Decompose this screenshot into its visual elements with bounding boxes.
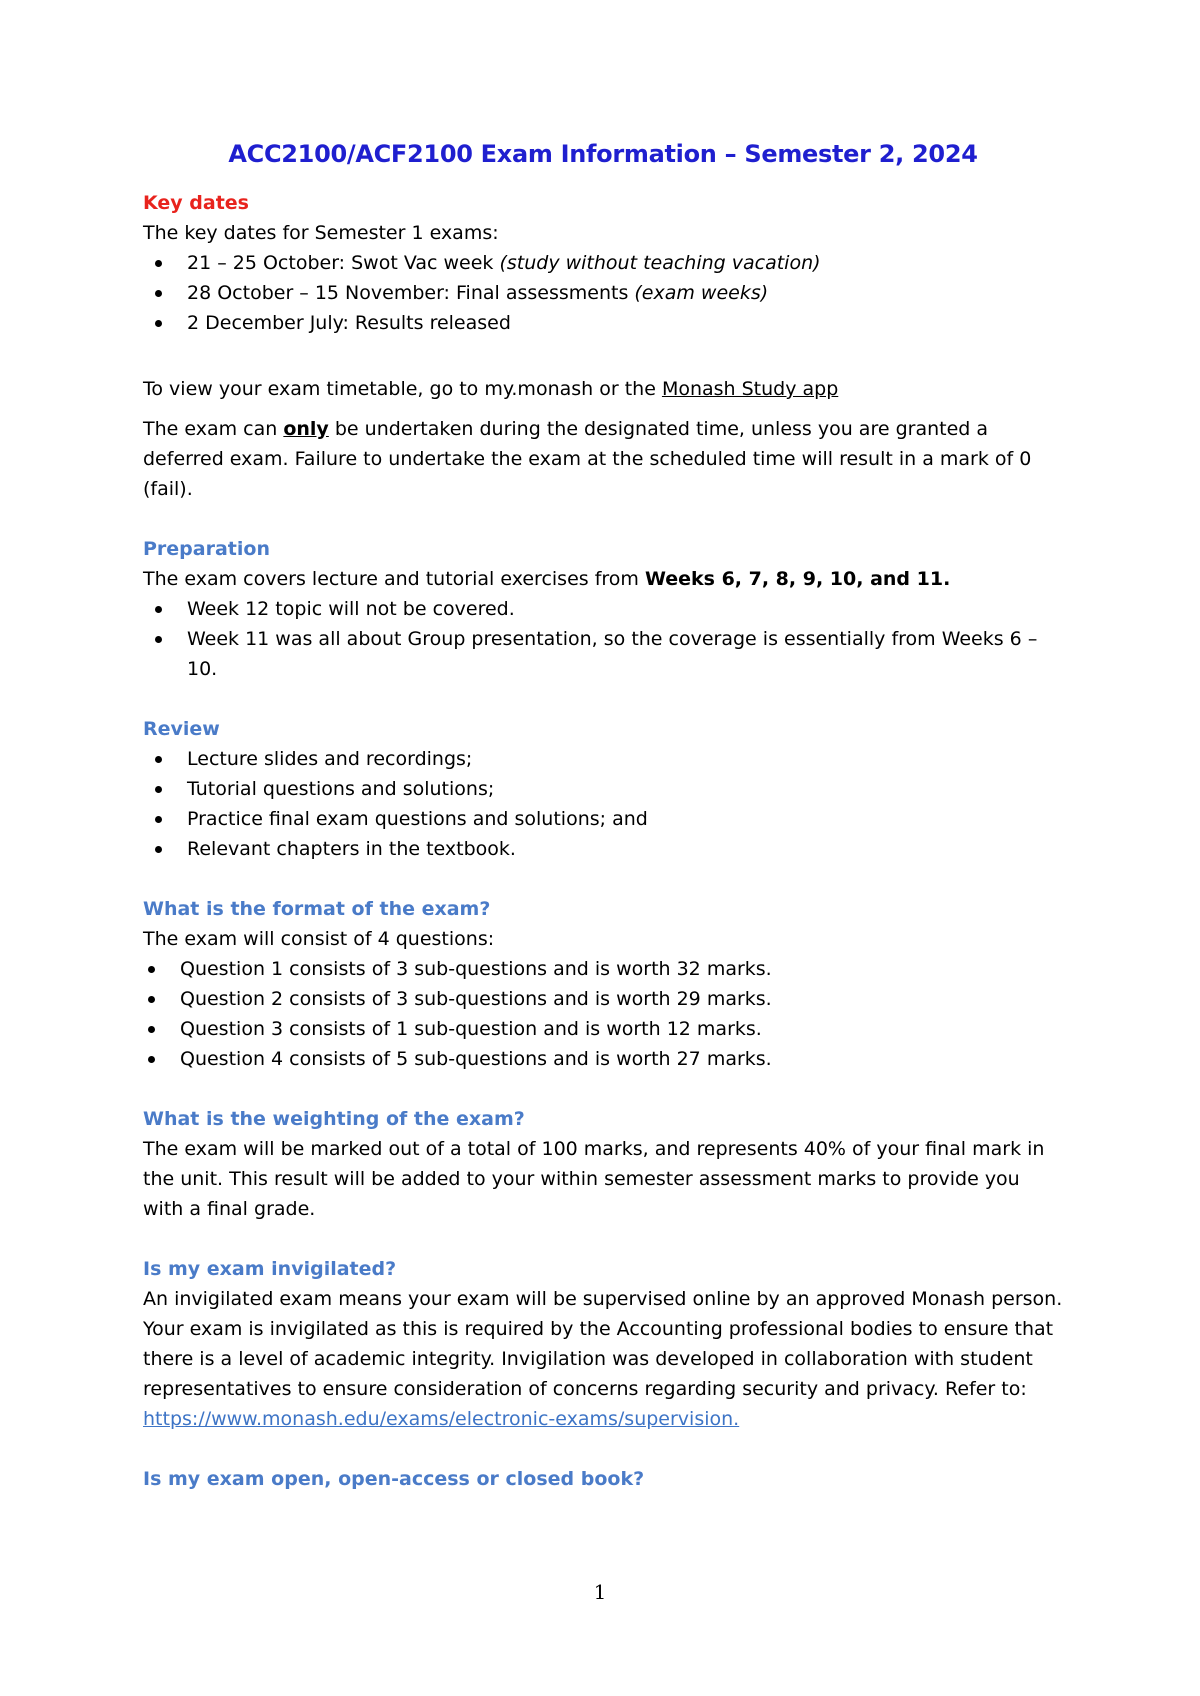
list-item: 21 – 25 October: Swot Vac week (study without teaching vacation) [143,248,1063,278]
weighting-section [143,1104,1063,1224]
format-list [143,954,1063,1074]
list-item: Practice final exam questions and solutions; and [143,804,1063,834]
list-item: Tutorial questions and solutions; [143,774,1063,804]
page-title: ACC2100/ACF2100 Exam Information – Semester 2, 2024 [228,140,978,168]
list-item: Question 3 consists of 1 sub-question and is worth 12 marks. [143,1014,1063,1044]
invigilated-heading: Is my exam invigilated? [143,1258,397,1280]
list-item: Question 4 consists of 5 sub-questions and is worth 27 marks. [143,1044,1063,1074]
weighting-text: The exam will be marked out of a total of 100 marks, and represents 40% of your final mark in the unit. This result will be added to your within semester assessment marks to provide you with a final grade. [143,1138,1045,1220]
document-page [143,140,1063,1494]
invigilated-text: An invigilated exam means your exam will be supervised online by an approved Monash person. Your exam is invigilated as this is required by the Accounting professional bodies to ensure that there is a level of academic integrity. Invigilation was developed in collaboration with student representatives to ensure consideration of concerns regarding security and privacy. Refer to: https://www.monash.edu/exams/electronic-exams/supervision. [143,1288,1063,1430]
weighting-heading: What is the weighting of the exam? [143,1108,525,1130]
monash-study-app-link[interactable]: Monash Study app [661,378,839,400]
list-item: Question 2 consists of 3 sub-questions and is worth 29 marks. [143,984,1063,1014]
list-item: Relevant chapters in the textbook. [143,834,1063,864]
key-dates-section [143,188,1063,338]
list-item: Question 1 consists of 3 sub-questions and is worth 32 marks. [143,954,1063,984]
preparation-section [143,534,1063,684]
only-paragraph: The exam can only be undertaken during the designated time, unless you are granted a deferred exam. Failure to undertake the exam at the scheduled time will result in a mark of 0 (fail). [143,418,1032,500]
format-section [143,894,1063,1074]
supervision-link[interactable]: https://www.monash.edu/exams/electronic-exams/supervision. [143,1408,740,1430]
key-dates-list [143,248,1063,338]
list-item: Week 12 topic will not be covered. [143,594,1063,624]
list-item: Week 11 was all about Group presentation, so the coverage is essentially from Weeks 6 – 10. [143,624,1063,684]
open-book-heading: Is my exam open, open-access or closed book? [143,1468,645,1490]
page-number: 1 [593,1580,607,1604]
review-list [143,744,1063,864]
preparation-heading: Preparation [143,538,270,560]
key-dates-heading: Key dates [143,192,249,214]
invigilated-section [143,1254,1063,1434]
key-dates-intro: The key dates for Semester 1 exams: [143,222,499,244]
list-item: Lecture slides and recordings; [143,744,1063,774]
list-item: 2 December July: Results released [143,308,1063,338]
format-intro: The exam will consist of 4 questions: [143,928,495,950]
format-heading: What is the format of the exam? [143,898,491,920]
preparation-list [143,594,1063,684]
preparation-intro: The exam covers lecture and tutorial exercises from Weeks 6, 7, 8, 9, 10, and 11. [143,568,951,590]
list-item: 28 October – 15 November: Final assessments (exam weeks) [143,278,1063,308]
review-heading: Review [143,718,220,740]
timetable-paragraph: To view your exam timetable, go to my.monash or the Monash Study app [143,378,839,400]
review-section [143,714,1063,864]
only-emphasis: only [283,418,329,440]
